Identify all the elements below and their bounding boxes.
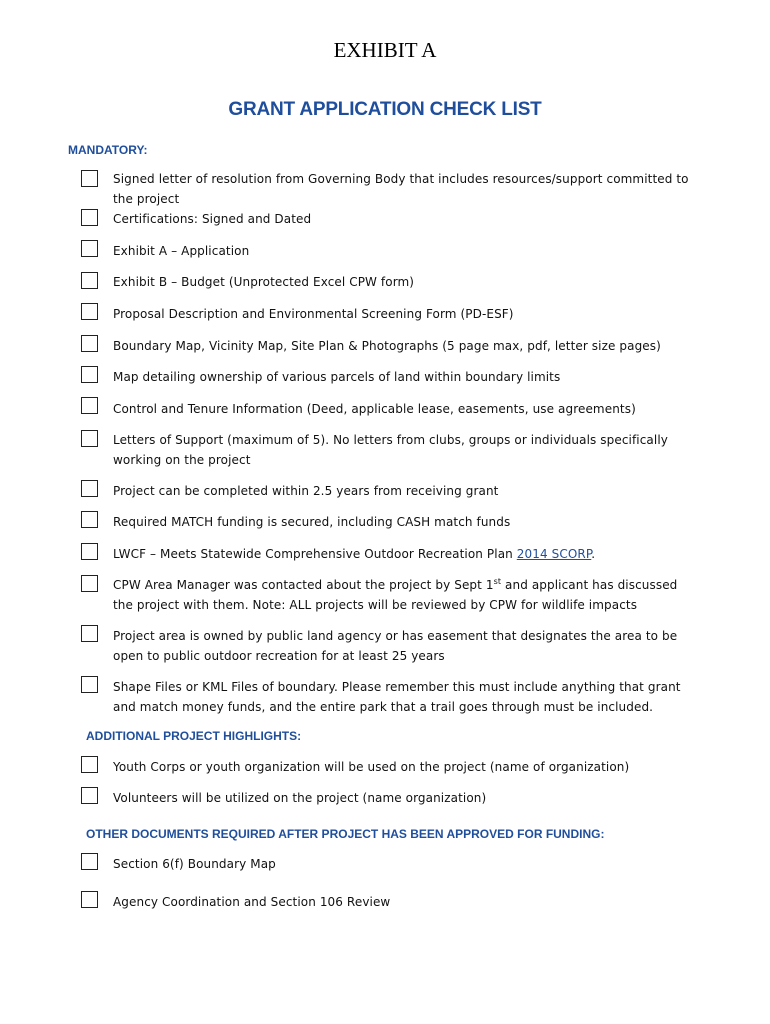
item-section-106: Agency Coordination and Section 106 Review — [113, 895, 391, 909]
item-resolution-letter: Signed letter of resolution from Governing Body that includes resources/support committed to the project — [113, 172, 689, 206]
item-control-tenure: Control and Tenure Information (Deed, applicable lease, easements, use agreements) — [113, 402, 636, 416]
checkbox-match-funding[interactable] — [81, 511, 98, 528]
checkbox-exhibit-b[interactable] — [81, 272, 98, 289]
checkbox-resolution-letter[interactable] — [81, 170, 98, 187]
checkbox-section-106[interactable] — [81, 891, 98, 908]
item-volunteers: Volunteers will be utilized on the project (name organization) — [113, 791, 487, 805]
item-exhibit-b: Exhibit B – Budget (Unprotected Excel CPW form) — [113, 275, 415, 289]
checkbox-control-tenure[interactable] — [81, 397, 98, 414]
item-completion-time: Project can be completed within 2.5 years from receiving grant — [113, 484, 499, 498]
item-maps-photos: Boundary Map, Vicinity Map, Site Plan & Photographs (5 page max, pdf, letter size pages) — [113, 339, 661, 353]
checkbox-completion-time[interactable] — [81, 480, 98, 497]
checkbox-public-land[interactable] — [81, 625, 98, 642]
other-documents-heading: OTHER DOCUMENTS REQUIRED AFTER PROJECT HAS BEEN APPROVED FOR FUNDING: — [86, 827, 605, 841]
page-title: GRANT APPLICATION CHECK LIST — [228, 99, 542, 120]
additional-heading: ADDITIONAL PROJECT HIGHLIGHTS: — [86, 729, 302, 743]
item-lwcf-scorp: LWCF – Meets Statewide Comprehensive Outdoor Recreation Plan 2014 SCORP. — [113, 547, 596, 561]
item-youth-corps: Youth Corps or youth organization will be used on the project (name of organization) — [113, 760, 630, 774]
item-section-6f: Section 6(f) Boundary Map — [113, 857, 276, 871]
item-ownership-map: Map detailing ownership of various parcels of land within boundary limits — [113, 370, 561, 384]
item-shape-files: Shape Files or KML Files of boundary. Please remember this must include anything that grant and match money funds, and the entire park that a trail goes through must be included. — [113, 680, 681, 714]
checkbox-volunteers[interactable] — [81, 787, 98, 804]
checkbox-ownership-map[interactable] — [81, 366, 98, 383]
item-public-land: Project area is owned by public land agency or has easement that designates the area to be open to public outdoor recreation for at least 25 years — [113, 629, 678, 663]
item-certifications: Certifications: Signed and Dated — [113, 212, 312, 226]
checkbox-section-6f[interactable] — [81, 853, 98, 870]
item-letters-support: Letters of Support (maximum of 5). No letters from clubs, groups or individuals specifically working on the project — [113, 433, 668, 467]
checkbox-pd-esf[interactable] — [81, 303, 98, 320]
item-cpw-manager: CPW Area Manager was contacted about the project by Sept 1st and applicant has discussed the project with them. Note: ALL projects will be reviewed by CPW for wildlife impacts — [113, 577, 678, 612]
checkbox-letters-support[interactable] — [81, 430, 98, 447]
checkbox-exhibit-a[interactable] — [81, 240, 98, 257]
exhibit-label: EXHIBIT A — [333, 38, 437, 62]
item-pd-esf: Proposal Description and Environmental Screening Form (PD-ESF) — [113, 307, 514, 321]
checkbox-shape-files[interactable] — [81, 676, 98, 693]
item-exhibit-a: Exhibit A – Application — [113, 244, 250, 258]
item-match-funding: Required MATCH funding is secured, including CASH match funds — [113, 515, 511, 529]
checkbox-youth-corps[interactable] — [81, 756, 98, 773]
checkbox-certifications[interactable] — [81, 209, 98, 226]
mandatory-heading: MANDATORY: — [68, 143, 148, 157]
checkbox-maps-photos[interactable] — [81, 335, 98, 352]
checkbox-lwcf-scorp[interactable] — [81, 543, 98, 560]
checkbox-cpw-manager[interactable] — [81, 575, 98, 592]
scorp-link[interactable]: 2014 SCORP — [516, 547, 592, 561]
